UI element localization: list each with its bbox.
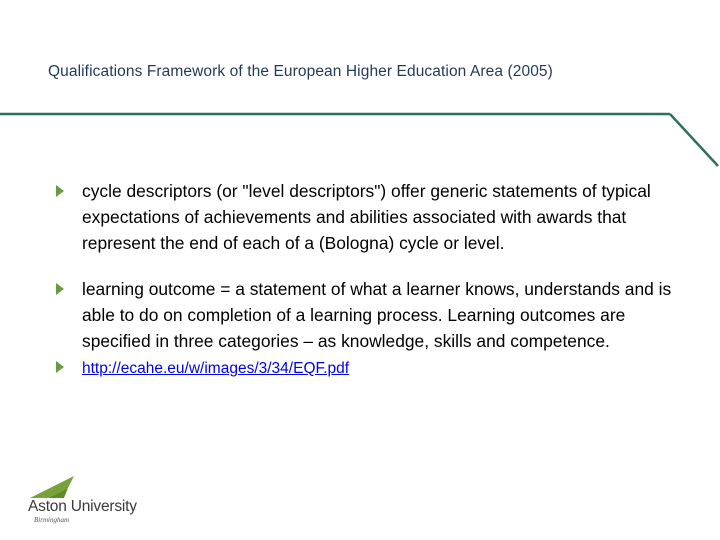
bullet-text: cycle descriptors (or "level descriptors") offer generic statements of typical expectations of achievements and abilities associated with awards that represent the end of each of a (Bologna) cycle or level. [82,181,651,253]
aston-university-logo [28,474,158,526]
triangle-bullet-icon [56,361,64,373]
logo-name: Aston University [28,498,137,515]
logo-subtitle: Birmingham [34,516,69,524]
bullet-item [56,178,696,256]
bullet-text: learning outcome = a statement of what a learner knows, understands and is able to do on completion of a learning process. Learning outcomes are specified in three categories – as knowledge, skills and competence. [82,279,672,351]
eqf-pdf-link[interactable]: http://ecahe.eu/w/images/3/34/EQF.pdf [82,360,350,377]
bullet-list [56,178,696,382]
bullet-item [56,354,696,382]
triangle-bullet-icon [56,185,64,197]
bullet-item [56,276,696,354]
triangle-bullet-icon [56,283,64,295]
title-divider [0,108,720,168]
logo-mark-icon [28,474,88,500]
slide-title: Qualifications Framework of the European Higher Education Area (2005) [48,63,553,80]
